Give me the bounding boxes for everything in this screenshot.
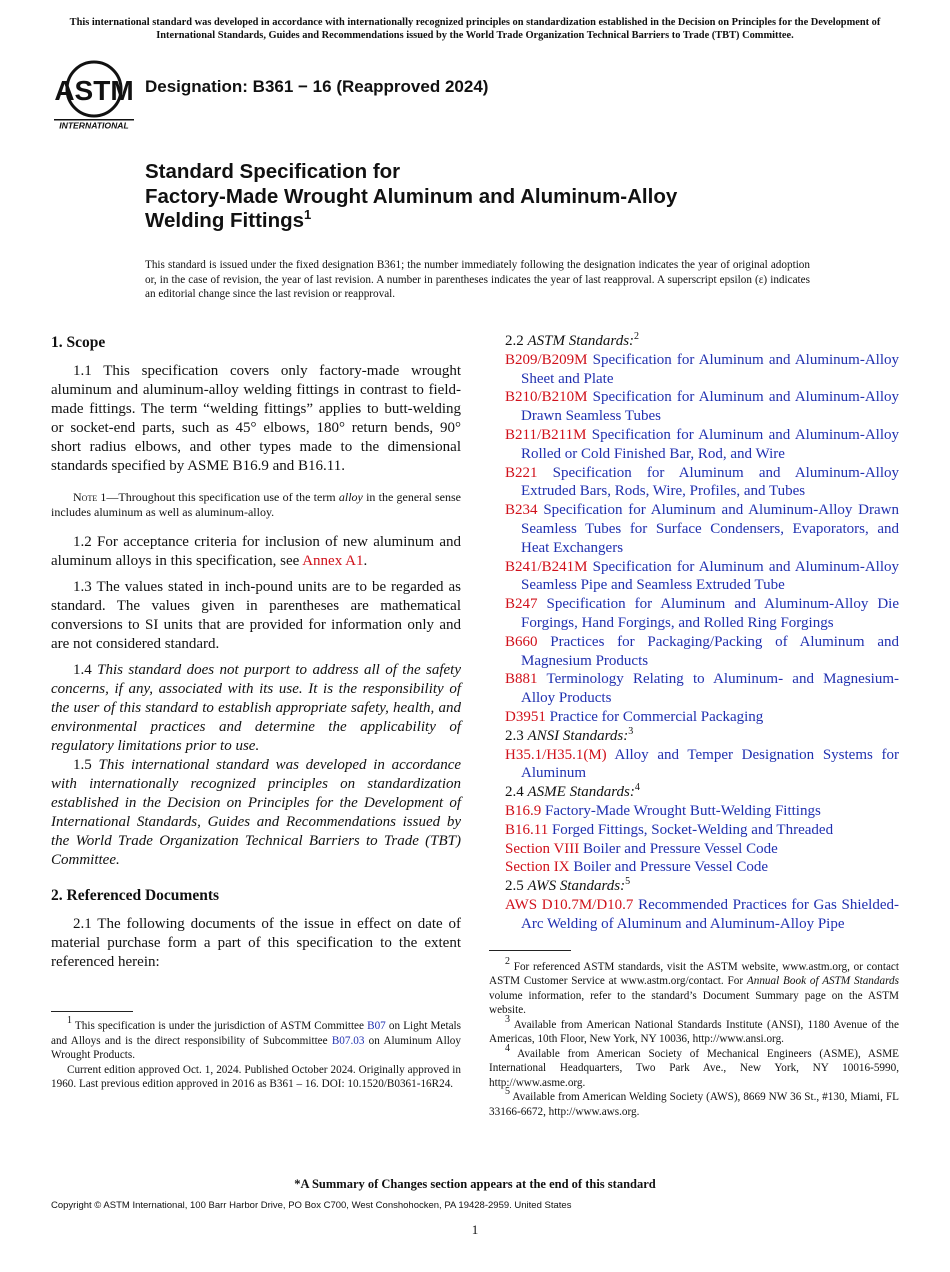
footnote-rule-right: [489, 950, 571, 951]
reference-title-link[interactable]: Practices for Packaging/Packing of Aluminum and Magnesium Products: [521, 633, 899, 669]
reference-item: [505, 501, 899, 557]
note-term: alloy: [338, 490, 363, 504]
note-1: Note 1—Throughout this specification use of the term alloy in the general sense includes aluminum as well as aluminum-alloy.: [51, 490, 461, 519]
reference-title-link[interactable]: Terminology Relating to Aluminum- and Magnesium-Alloy Products: [521, 671, 899, 707]
footnote-4: $^4$ Available from American Society of Mechanical Engineers (ASME), ASME International Headquarters, Two Park Ave., New York, NY 10016-5990, http://www.asme.org.: [489, 1042, 899, 1089]
paragraph-2-1: 2.1 The following documents of the issue in effect on date of material purchase form a part of this specification to the extent referenced herein:: [51, 916, 461, 970]
issuance-statement: This standard is issued under the fixed designation B361; the number immediately following the designation indicates the year of original adoption or, in the case of revision, the year of last revision. A number in parentheses indicates the year of last reapproval. A superscript epsilon (ε) indicates an editorial change since the last revision or reapproval.: [145, 259, 810, 300]
asme-reference-list: [505, 802, 899, 877]
reference-title-link[interactable]: Boiler and Pressure Vessel Code: [569, 859, 769, 876]
logo-letters: ASTM: [54, 75, 134, 106]
footnote-1-edition: Current edition approved Oct. 1, 2024. Published October 2024. Originally approved in 1960. Last previous edition approved in 2016 as B361 – 16. DOI: 10.1520/B0361-16R24.: [51, 1063, 461, 1090]
reference-code-link[interactable]: B16.9: [505, 802, 542, 819]
reference-code-link[interactable]: B210/B210M: [505, 389, 588, 406]
copyright: Copyright © ASTM International, 100 Barr Harbor Drive, PO Box C700, West Conshohocken, PA 19428-2959. United States: [51, 1200, 572, 1211]
reference-code-link[interactable]: B234: [505, 502, 538, 519]
title-line-2: Factory-Made Wrought Aluminum and Aluminum-Alloy: [145, 184, 678, 208]
annex-a1-link[interactable]: Annex A1: [302, 553, 364, 569]
reference-code-link[interactable]: B211/B211M: [505, 426, 587, 443]
asme-standards-heading: 2.4 ASME Standards:$^4$: [505, 782, 640, 801]
ansi-reference-list: [505, 746, 899, 784]
paragraph-1-4: 1.4 This standard does not purport to address all of the safety concerns, if any, associated with its use. It is the responsibility of the user of this standard to establish appropriate safety, health, and environmental practices and determine the applicability of regulatory limitations prior to use.: [51, 662, 462, 754]
reference-code-link[interactable]: B660: [505, 633, 538, 650]
reference-title-link[interactable]: Specification for Aluminum and Aluminum-Alloy Die Forgings, Hand Forgings, and Rolled Ring Forgings: [521, 596, 899, 631]
ansi-standards-heading: 2.3 ANSI Standards:$^3$: [505, 725, 634, 744]
logo-text: INTERNATIONAL: [59, 120, 129, 131]
reference-item: [505, 558, 899, 596]
reference-item: [505, 464, 899, 502]
reference-code-link[interactable]: B881: [505, 671, 538, 688]
reference-code-link[interactable]: B221: [505, 464, 538, 481]
reference-title-link[interactable]: Specification for Aluminum and Aluminum-Alloy Drawn Seamless Tubes for Surface Condensers, Evaporators, and Heat Exchangers: [521, 502, 899, 556]
note-label: Note: [73, 490, 98, 504]
reference-code-link[interactable]: B247: [505, 596, 538, 613]
left-column: [51, 330, 461, 1092]
reference-title-link[interactable]: Specification for Aluminum and Aluminum-Alloy Sheet and Plate: [521, 351, 899, 387]
referenced-documents-heading: 2. Referenced Documents: [51, 887, 220, 904]
reference-title-link[interactable]: Boiler and Pressure Vessel Code: [579, 840, 778, 857]
footnote-5: $^5$ Available from American Welding Society (AWS), 8669 NW 36 St., #130, Miami, FL 33166-6672, http://www.aws.org.: [489, 1086, 899, 1118]
paragraph-1-2: 1.2 For acceptance criteria for inclusion of new aluminum and aluminum alloys in this specification, see Annex A1.: [51, 534, 461, 569]
reference-code-link[interactable]: H35.1/H35.1(M): [505, 746, 607, 763]
reference-item: [505, 802, 899, 821]
document-title: [145, 160, 677, 234]
reference-item: [505, 351, 899, 389]
title-line-3: Welding Fittings: [145, 209, 305, 232]
footnote-1: $^1$ This specification is under the jurisdiction of ASTM Committee B07 on Light Metals and Alloys and is the direct responsibility of Subcommittee B07.03 on Aluminum Alloy Wrought Products.: [51, 1015, 462, 1061]
astm-logo: [54, 57, 134, 131]
reference-title-link[interactable]: Specification for Aluminum and Aluminum-Alloy Drawn Seamless Tubes: [521, 389, 899, 425]
reference-code-link[interactable]: AWS D10.7M/D10.7: [505, 896, 634, 913]
reference-item: [505, 670, 899, 708]
reference-title-link[interactable]: Alloy and Temper Designation Systems for Aluminum: [521, 746, 899, 782]
astm-reference-list: [505, 351, 899, 727]
title-footnote-mark: 1: [304, 207, 312, 222]
aws-reference-list: [505, 896, 899, 934]
reference-item: [505, 746, 899, 784]
reference-code-link[interactable]: B209/B209M: [505, 351, 588, 368]
subcommittee-b07-03-link[interactable]: B07.03: [331, 1034, 365, 1047]
reference-code-link[interactable]: Section VIII: [505, 840, 580, 857]
scope-heading: 1. Scope: [51, 334, 106, 351]
designation: Designation: B361 − 16 (Reapproved 2024): [145, 77, 489, 96]
reference-item: [505, 595, 899, 633]
paragraph-1-3: 1.3 The values stated in inch-pound units are to be regarded as standard. The values given in parentheses are mathematical conversions to SI units that are provided for information only and are not considered standard.: [51, 579, 461, 652]
reference-title-link[interactable]: Recommended Practices for Gas Shielded-Arc Welding of Aluminum and Aluminum-Alloy Pipe: [521, 896, 899, 932]
reference-code-link[interactable]: B241/B241M: [505, 558, 588, 575]
reference-title-link[interactable]: Forged Fittings, Socket-Welding and Threaded: [548, 821, 834, 838]
aws-standards-heading: 2.5 AWS Standards:$^5$: [505, 876, 631, 895]
reference-item: [505, 388, 899, 426]
summary-of-changes-note: *A Summary of Changes section appears at the end of this standard: [294, 1177, 656, 1191]
top-notice: This international standard was developed in accordance with internationally recognized principles on standardization established in the Decision on Principles for the Development of International Standards, Guides and Recommendations issued by the World Trade Organization Technical Barriers to Trade (TBT) Committee.: [69, 17, 881, 41]
reference-title-link[interactable]: Specification for Aluminum and Aluminum-Alloy Rolled or Cold Finished Bar, Rod, and Wire: [521, 426, 899, 462]
reference-item: [505, 633, 899, 671]
committee-b07-link[interactable]: B07: [367, 1020, 386, 1032]
reference-item: [505, 896, 899, 934]
right-footnotes: [489, 955, 899, 1120]
reference-title-link[interactable]: Specification for Aluminum and Aluminum-Alloy Extruded Bars, Rods, Wire, Profiles, and Tubes: [521, 464, 899, 500]
reference-title-link[interactable]: Specification for Aluminum and Aluminum-Alloy Seamless Pipe and Seamless Extruded Tube: [521, 558, 899, 594]
footnote-3: $^3$ Available from American National Standards Institute (ANSI), 1180 Avenue of the Americas, 10th Floor, New York, NY 10036, http://www.ansi.org.: [489, 1013, 899, 1045]
reference-item: [505, 426, 899, 464]
footnote-2: $^2$ For referenced ASTM standards, visit the ASTM website, www.astm.org, or contact ASTM Customer Service at www.astm.org/contact. For Annual Book of ASTM Standards volume information, refer to the standard’s Document Summary page on the ASTM website.: [489, 955, 899, 1016]
reference-code-link[interactable]: B16.11: [505, 821, 549, 838]
reference-title-link[interactable]: Factory-Made Wrought Butt-Welding Fittings: [541, 802, 821, 819]
reference-code-link[interactable]: D3951: [505, 708, 546, 725]
right-column: [489, 330, 899, 1119]
reference-title-link[interactable]: Practice for Commercial Packaging: [545, 708, 764, 725]
reference-code-link[interactable]: Section IX: [505, 859, 570, 876]
title-line-1: Standard Specification for: [145, 160, 401, 183]
astm-standards-heading: 2.2 ASTM Standards:$^2$: [505, 331, 640, 349]
paragraph-1-1: 1.1 This specification covers only factory-made wrought aluminum and aluminum-alloy welding fittings in contrast to field-made fittings. The term “welding fittings” applies to butt-welding or socket-end parts, such as 45° elbows, 180° return bends, 90° short radius elbows, and other types made to the dimensional standards specified by ASME B16.9 and B16.11.: [51, 363, 461, 474]
reference-item: [505, 821, 899, 840]
page-number: 1: [471, 1222, 479, 1237]
paragraph-1-5: 1.5 This international standard was developed in accordance with internationally recognized principles on standardization established in the Decision on Principles for the Development of International Standards, Guides and Recommendations issued by the World Trade Organization Technical Barriers to Trade (TBT) Committee.: [51, 757, 462, 868]
footnote-rule: [51, 1011, 133, 1012]
reference-item: [505, 858, 899, 877]
reference-item: [505, 708, 899, 727]
reference-item: [505, 840, 899, 859]
